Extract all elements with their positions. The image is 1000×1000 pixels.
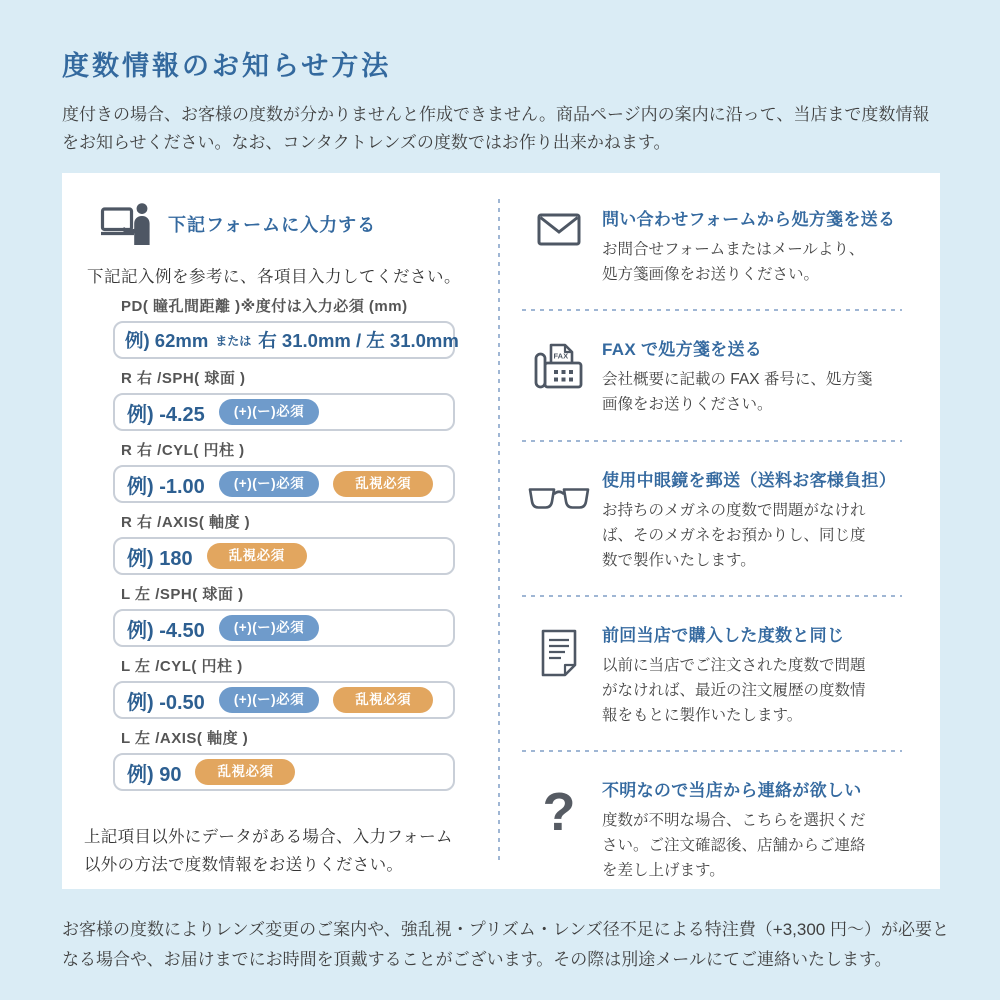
form-field-l-sph — [62, 587, 498, 647]
plus-minus-required-badge: (+)(ー)必須 — [219, 471, 319, 497]
form-field-l-axis — [62, 731, 498, 791]
form-field-l-cyl — [62, 659, 498, 719]
example-input-box — [113, 681, 455, 719]
method-text: お問合せフォームまたはメールより、処方箋画像をお送りください。 — [602, 241, 865, 284]
form-note: 上記項目以外にデータがある場合、入力フォーム以外の方法で度数情報をお送りください。 — [84, 828, 453, 875]
method-contact-form — [516, 205, 912, 287]
form-section-title: 下記フォームに入力する — [168, 215, 377, 236]
example-input-box — [113, 465, 455, 503]
method-title: 使用中眼鏡を郵送（送料お客様負担） — [602, 470, 897, 490]
form-field-r-sph — [62, 371, 498, 431]
page-footer-note: お客様の度数によりレンズ変更のご案内や、強乱視・プリズム・レンズ径不足による特注費（+3,300 円～）が必要となる場合や、お届けまでにお時間を頂戴することがございます。その際は別途メールにてご連絡いたします。 — [62, 920, 949, 969]
method-title: 不明なので当店から連絡が欲しい — [602, 781, 862, 801]
method-text: 会社概要に記載の FAX 番号に、処方箋画像をお送りください。 — [602, 371, 873, 414]
field-label: R 右 /AXIS( 軸度 ) — [121, 514, 251, 532]
document-icon — [540, 629, 578, 677]
field-label: R 右 /SPH( 球面 ) — [121, 370, 246, 388]
mail-icon — [537, 213, 581, 246]
form-column — [62, 173, 498, 889]
info-panel — [62, 173, 940, 889]
dotted-divider — [522, 750, 902, 752]
example-text: 例) -4.50 — [127, 619, 205, 642]
method-title: 問い合わせフォームから処方箋を送る — [602, 210, 896, 230]
astigmatism-required-badge: 乱視必須 — [333, 471, 433, 497]
field-label: R 右 /CYL( 円柱 ) — [121, 442, 245, 460]
example-text: 例) -0.50 — [127, 691, 205, 714]
plus-minus-required-badge: (+)(ー)必須 — [219, 615, 319, 641]
dotted-divider — [522, 595, 902, 597]
field-label: L 左 /SPH( 球面 ) — [121, 586, 244, 604]
presenter-at-screen-icon — [100, 203, 152, 245]
astigmatism-required-badge: 乱視必須 — [195, 759, 295, 785]
dotted-divider — [522, 309, 902, 311]
example-input-box — [113, 393, 455, 431]
form-instruction: 下記記入例を参考に、各項目入力してください。 — [87, 268, 461, 287]
field-label: L 左 /AXIS( 軸度 ) — [121, 730, 249, 748]
page-title: 度数情報のお知らせ方法 — [62, 51, 392, 81]
astigmatism-required-badge: 乱視必須 — [207, 543, 307, 569]
example-text: 例) 180 — [127, 547, 193, 570]
form-header — [100, 203, 498, 245]
example-text: 例) 62mm — [125, 330, 209, 352]
dotted-divider — [522, 440, 902, 442]
example-input-box — [113, 537, 455, 575]
example-text: 右 31.0mm / 左 31.0mm — [258, 330, 459, 352]
svg-text:FAX: FAX — [553, 351, 569, 361]
method-text: 以前に当店でご注文された度数で問題がなければ、最近の注文履歴の度数情報をもとに製作いたします。 — [602, 656, 866, 725]
plus-minus-required-badge: (+)(ー)必須 — [219, 687, 319, 713]
method-unknown-contact — [516, 776, 912, 883]
example-input-box — [113, 609, 455, 647]
form-field-r-axis — [62, 515, 498, 575]
method-text: お持ちのメガネの度数で問題がなければ、そのメガネをお預かりし、同じ度数で製作いたします。 — [602, 501, 866, 569]
method-mail-glasses — [516, 466, 912, 573]
form-field-r-cyl — [62, 443, 498, 503]
astigmatism-required-badge: 乱視必須 — [333, 687, 433, 713]
glasses-icon — [528, 486, 590, 510]
field-label: PD( 瞳孔間距離 )※度付は入力必須 (mm) — [121, 298, 408, 316]
page-intro: 度付きの場合、お客様の度数が分かりませんと作成できません。商品ページ内の案内に沿って、当店まで度数情報をお知らせください。なお、コンタクトレンズの度数ではお作り出来かねます。 — [62, 105, 930, 153]
example-text: 例) 90 — [127, 763, 182, 786]
method-fax — [516, 335, 912, 417]
method-title: FAX で処方箋を送る — [602, 340, 763, 360]
form-field-pd — [62, 299, 498, 359]
fax-icon — [534, 343, 584, 389]
field-label: L 左 /CYL( 円柱 ) — [121, 658, 243, 676]
methods-column — [500, 173, 940, 889]
example-input-box — [113, 753, 455, 791]
example-text: 例) -4.25 — [127, 403, 205, 426]
plus-minus-required-badge: (+)(ー)必須 — [219, 399, 319, 425]
question-icon: ? — [542, 782, 576, 843]
method-title: 前回当店で購入した度数と同じ — [602, 625, 845, 645]
method-text: 度数が不明な場合、こちらを選択ください。ご注文確認後、店舗からご連絡を差し上げます。 — [602, 812, 866, 880]
example-text: 例) -1.00 — [127, 475, 205, 498]
example-conjunction: または — [215, 333, 252, 348]
example-input-box — [113, 321, 459, 359]
method-previous-order — [516, 621, 912, 728]
